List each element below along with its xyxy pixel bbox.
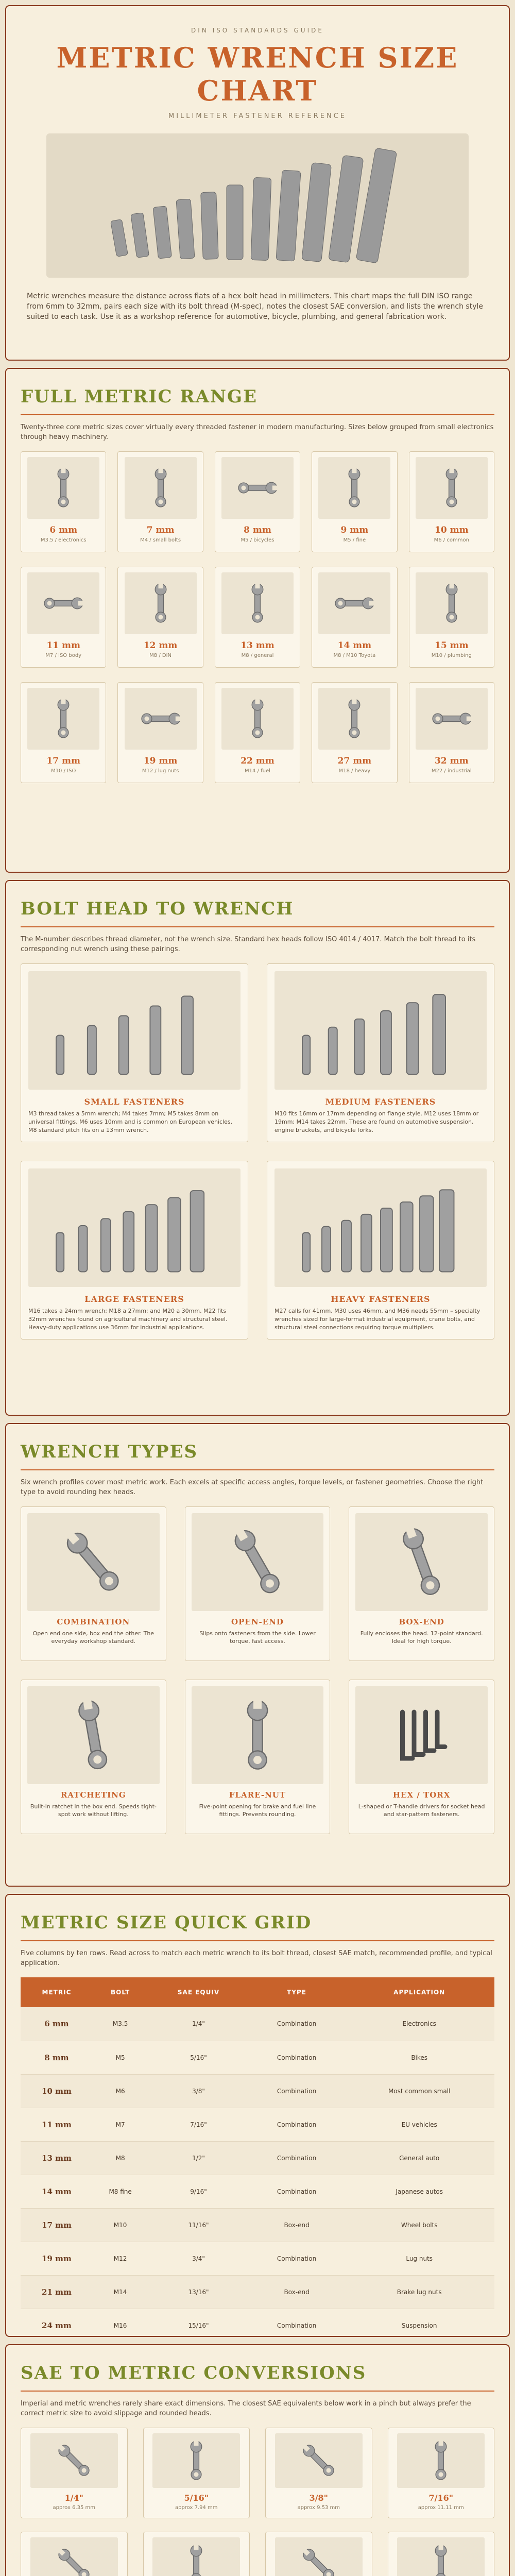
fastener-image [28, 1168, 241, 1287]
full-range-intro: Twenty-three core metric sizes cover virtually every threaded fastener in modern manufacturing. Sizes below grouped from small electronics through heavy machinery. [21, 423, 494, 441]
full-range-section [5, 368, 510, 873]
wrench-icon [234, 578, 281, 629]
size-label: 11 mm [46, 640, 80, 651]
size-tile [21, 451, 106, 552]
wrench-type-title: FLARE-NUT [229, 1790, 286, 1800]
wrench-icon [428, 693, 475, 744]
table-cell: Combination [249, 2175, 345, 2208]
size-image [318, 572, 390, 634]
table-header-cell: SAE EQUIV [148, 1977, 249, 2007]
table-cell: 11/16" [148, 2208, 249, 2242]
size-tile [215, 567, 300, 668]
table-row [21, 2141, 494, 2175]
table-cell: General auto [344, 2141, 494, 2175]
table-cell: Most common small [344, 2074, 494, 2108]
size-label: 32 mm [435, 756, 469, 766]
fastener-text: M3 thread takes a 5mm wrench; M4 takes 7mm; M5 takes 8mm on universal fittings. M6 uses 10mm and is common on European vehicles. M8 standard pitch fits on a 13mm wrench. [28, 1110, 233, 1133]
quick-grid-title: METRIC SIZE QUICK GRID [21, 1912, 312, 1933]
hero-kicker: DIN ISO STANDARDS GUIDE [191, 27, 324, 34]
wrench-type-title: RATCHETING [60, 1790, 126, 1800]
wrench-icon [418, 2541, 464, 2576]
sae-label: 5/16" [184, 2493, 209, 2503]
sae-title: SAE TO METRIC CONVERSIONS [21, 2363, 367, 2383]
sae-image [397, 2537, 485, 2576]
sae-tile [265, 2532, 372, 2576]
wrench-types-intro: Six wrench profiles cover most metric work. Each excels at specific access angles, torque levels, or fastener geometries. Choose the right type to avoid rounding hex heads. [21, 1479, 484, 1496]
wrench-icon [138, 462, 184, 514]
wrench-type-text: Open end one side, box end the other. The everyday workshop standard. [32, 1630, 154, 1645]
table-cell: 7/16" [148, 2108, 249, 2141]
bolt-head-section [5, 880, 510, 1416]
size-caption: M8 / DIN [149, 653, 172, 658]
table-body [21, 2007, 494, 2337]
wrench-set-icon [283, 1176, 478, 1279]
size-tile [21, 567, 106, 668]
sae-tile [143, 2532, 250, 2576]
table-header-cell: APPLICATION [344, 1977, 494, 2007]
wrench-type-title: BOX-END [399, 1617, 444, 1626]
wrench-icon [216, 1694, 299, 1776]
table-cell: 3/8" [148, 2074, 249, 2108]
size-tile [215, 682, 300, 783]
wrench-type-image [192, 1513, 324, 1611]
wrench-icon [216, 1521, 299, 1603]
wrench-set-icon [283, 979, 478, 1082]
wrench-icon [52, 1521, 134, 1603]
size-table [21, 1977, 494, 2337]
wrench-icon [331, 693, 377, 744]
fastener-text: M27 calls for 41mm, M30 uses 46mm, and M36 needs 55mm – specialty wrenches sized for large-format industrial equipment, crane bolts, and structural steel connections requiring torque multipliers. [274, 1308, 480, 1331]
size-caption: M6 / common [434, 537, 469, 543]
table-cell: 9/16" [148, 2175, 249, 2208]
table-cell: Combination [249, 2309, 345, 2337]
table-cell: M8 fine [93, 2175, 148, 2208]
table-cell: 1/2" [148, 2141, 249, 2175]
table-cell: EU vehicles [344, 2108, 494, 2141]
fastener-image [274, 1168, 487, 1287]
table-cell: Suspension [344, 2309, 494, 2337]
wrench-icon [40, 462, 87, 514]
table-cell: Combination [249, 2242, 345, 2275]
size-caption: M5 / bicycles [241, 537, 274, 543]
wrench-icon [234, 693, 281, 744]
size-label: 6 mm [49, 525, 78, 535]
sae-tile [143, 2428, 250, 2518]
sae-label: 3/8" [309, 2493, 328, 2503]
fastener-tile [21, 963, 248, 1142]
wrench-icon [234, 462, 281, 514]
sae-tile [388, 2532, 495, 2576]
wrench-icon [138, 578, 184, 629]
table-row [21, 2108, 494, 2141]
size-label: 8 mm [244, 525, 271, 535]
wrench-icon [51, 2541, 97, 2576]
table-cell: 14 mm [21, 2175, 93, 2208]
wrench-type-image [192, 1686, 324, 1784]
sae-caption: approx 11.11 mm [418, 2505, 464, 2511]
table-cell: M8 [93, 2141, 148, 2175]
size-image [125, 688, 197, 750]
wrench-type-title: COMBINATION [57, 1617, 130, 1626]
size-image [221, 688, 294, 750]
table-cell: 11 mm [21, 2108, 93, 2141]
table-row [21, 2275, 494, 2309]
fastener-grid [21, 963, 494, 1340]
fastener-tile [267, 1161, 494, 1340]
wrench-type-image [27, 1513, 160, 1611]
size-image [27, 688, 99, 750]
sae-image [275, 2433, 363, 2488]
size-image [318, 457, 390, 519]
size-label: 22 mm [241, 756, 274, 766]
page-title-line1: METRIC WRENCH SIZE [56, 41, 459, 74]
size-caption: M8 / M10 Toyota [333, 653, 376, 658]
wrench-type-tile [21, 1680, 166, 1834]
table-cell: 13/16" [148, 2275, 249, 2309]
wrench-set-icon [37, 1176, 232, 1279]
wrench-icon [173, 2541, 219, 2576]
table-cell: M6 [93, 2074, 148, 2108]
size-tile [312, 451, 397, 552]
sae-tile [265, 2428, 372, 2518]
size-tile [409, 451, 494, 552]
wrench-icon [381, 1521, 463, 1603]
wrench-type-tile [185, 1506, 331, 1661]
size-image [416, 457, 488, 519]
table-cell: M12 [93, 2242, 148, 2275]
size-image [416, 688, 488, 750]
table-header-cell: TYPE [249, 1977, 345, 2007]
table-cell: Combination [249, 2074, 345, 2108]
wrench-icon [51, 2437, 97, 2484]
wrench-icon [138, 693, 184, 744]
wrench-icon [173, 2437, 219, 2484]
table-cell: Combination [249, 2041, 345, 2074]
table-cell: Japanese autos [344, 2175, 494, 2208]
size-caption: M7 / ISO body [45, 653, 82, 658]
table-cell: 24 mm [21, 2309, 93, 2337]
table-cell: 13 mm [21, 2141, 93, 2175]
fastener-image [274, 971, 487, 1090]
wrench-type-tile [349, 1680, 494, 1834]
sae-tile [21, 2428, 128, 2518]
table-cell: M3.5 [93, 2007, 148, 2041]
sae-image [275, 2537, 363, 2576]
wrench-set-icon [37, 979, 232, 1082]
table-cell: 21 mm [21, 2275, 93, 2309]
size-tile [215, 451, 300, 552]
size-label: 19 mm [143, 756, 178, 766]
sae-intro: Imperial and metric wrenches rarely share exact dimensions. The closest SAE equivalents below work in a pinch but always prefer the correct metric size to avoid slippage and rounded heads. [21, 2400, 471, 2417]
table-header-row [21, 1977, 494, 2007]
sae-tile [388, 2428, 495, 2518]
size-tile [409, 567, 494, 668]
wrench-type-title: OPEN-END [231, 1617, 284, 1626]
wrench-icon [296, 2541, 342, 2576]
section-divider [21, 2391, 494, 2392]
size-caption: M12 / lug nuts [142, 768, 179, 774]
size-tile [312, 567, 397, 668]
fastener-title: MEDIUM FASTENERS [325, 1097, 436, 1107]
size-caption: M8 / general [241, 653, 274, 658]
wrench-icon [428, 462, 475, 514]
size-caption: M22 / industrial [431, 768, 472, 774]
table-cell: Wheel bolts [344, 2208, 494, 2242]
sae-grid [21, 2428, 494, 2576]
table-cell: M7 [93, 2108, 148, 2141]
table-cell: 15/16" [148, 2309, 249, 2337]
section-divider [21, 1940, 494, 1941]
size-caption: M10 / plumbing [431, 653, 472, 658]
size-label: 7 mm [146, 525, 175, 535]
table-row [21, 2007, 494, 2041]
table-cell: 6 mm [21, 2007, 93, 2041]
wrench-icon [40, 693, 87, 744]
table-row [21, 2074, 494, 2108]
size-label: 12 mm [143, 640, 178, 651]
hex-key-icon [383, 1694, 460, 1776]
wrench-types-section [5, 1423, 510, 1887]
sae-label: 1/4" [64, 2493, 83, 2503]
size-label: 14 mm [337, 640, 372, 651]
table-cell: 8 mm [21, 2041, 93, 2074]
fastener-image [28, 971, 241, 1090]
sae-image [30, 2433, 118, 2488]
size-caption: M14 / fuel [245, 768, 270, 774]
size-image [221, 457, 294, 519]
size-caption: M10 / ISO [51, 768, 76, 774]
size-image [318, 688, 390, 750]
table-cell: Box-end [249, 2275, 345, 2309]
wrench-type-image [355, 1513, 488, 1611]
wrench-type-tile [349, 1506, 494, 1661]
size-label: 15 mm [435, 640, 469, 651]
wrench-icon [331, 462, 377, 514]
sae-section [5, 2344, 510, 2576]
section-divider [21, 1469, 494, 1470]
fastener-title: LARGE FASTENERS [84, 1294, 184, 1304]
hero-card [5, 5, 510, 361]
sae-caption: approx 7.94 mm [175, 2505, 218, 2511]
fastener-tile [21, 1161, 248, 1340]
size-grid [21, 451, 494, 783]
size-tile [117, 451, 203, 552]
size-tile [409, 682, 494, 783]
bolt-head-title: BOLT HEAD TO WRENCH [21, 899, 294, 919]
table-cell: 17 mm [21, 2208, 93, 2242]
table-header-cell: BOLT [93, 1977, 148, 2007]
table-header-cell: METRIC [21, 1977, 93, 2007]
table-row [21, 2175, 494, 2208]
wrench-type-image [355, 1686, 488, 1784]
wrench-icon [418, 2437, 464, 2484]
wrench-types-title: WRENCH TYPES [21, 1442, 198, 1462]
table-cell: 1/4" [148, 2007, 249, 2041]
wrench-type-tile [185, 1680, 331, 1834]
table-cell: Box-end [249, 2208, 345, 2242]
size-tile [21, 682, 106, 783]
sae-image [397, 2433, 485, 2488]
sae-tile [21, 2532, 128, 2576]
fastener-title: HEAVY FASTENERS [331, 1294, 431, 1304]
wrench-icon [296, 2437, 342, 2484]
size-image [125, 457, 197, 519]
table-cell: Electronics [344, 2007, 494, 2041]
wrench-icon [52, 1694, 134, 1776]
sae-image [152, 2537, 240, 2576]
wrench-type-grid [21, 1506, 494, 1834]
table-cell: Combination [249, 2108, 345, 2141]
quick-grid-section [5, 1894, 510, 2337]
size-tile [312, 682, 397, 783]
full-range-title: FULL METRIC RANGE [21, 386, 258, 407]
hero-intro: Metric wrenches measure the distance across flats of a hex bolt head in millimeters. This chart maps the full DIN ISO range from 6mm to 32mm, pairs each size with its bolt thread (M-spec), notes the closest SAE conversion, and lists the wrench style suited to each task. Use it as a workshop reference for automotive, bicycle, plumbing, and general fabrication work. [27, 292, 483, 321]
table-row [21, 2242, 494, 2275]
size-label: 17 mm [46, 756, 80, 766]
sae-image [30, 2537, 118, 2576]
size-image [416, 572, 488, 634]
quick-grid-intro: Five columns by ten rows. Read across to match each metric wrench to its bolt thread, closest SAE match, recommended profile, and typical application. [21, 1950, 492, 1967]
sae-caption: approx 6.35 mm [53, 2505, 96, 2511]
size-label: 27 mm [337, 756, 372, 766]
wrench-type-title: HEX / TORX [392, 1790, 451, 1800]
table-cell: Combination [249, 2141, 345, 2175]
wrench-set-icon [46, 133, 469, 278]
sae-caption: approx 9.53 mm [297, 2505, 340, 2511]
section-divider [21, 414, 494, 415]
section-divider [21, 926, 494, 927]
wrench-type-text: Built-in ratchet in the box end. Speeds tight-spot work without lifting. [30, 1803, 157, 1818]
table-cell: Brake lug nuts [344, 2275, 494, 2309]
wrench-icon [331, 578, 377, 629]
size-image [125, 572, 197, 634]
table-cell: 10 mm [21, 2074, 93, 2108]
sae-label: 7/16" [428, 2493, 454, 2503]
table-cell: M10 [93, 2208, 148, 2242]
fastener-title: SMALL FASTENERS [84, 1097, 185, 1107]
wrench-type-text: Fully encloses the head. 12-point standard. Ideal for high torque. [360, 1630, 483, 1645]
size-label: 9 mm [340, 525, 369, 535]
fastener-text: M16 takes a 24mm wrench; M18 a 27mm; and M20 a 30mm. M22 fits 32mm wrenches found on agricultural machinery and structural steel. Heavy-duty applications use 36mm for industrial applications. [28, 1308, 228, 1331]
size-label: 13 mm [241, 640, 274, 651]
wrench-type-image [27, 1686, 160, 1784]
table-cell: 5/16" [148, 2041, 249, 2074]
size-label: 10 mm [435, 525, 469, 535]
hero-wrench-set-image [46, 133, 469, 278]
page-title [27, 41, 488, 107]
wrench-type-text: L-shaped or T-handle drivers for socket head and star-pattern fasteners. [358, 1803, 485, 1818]
table-cell: M5 [93, 2041, 148, 2074]
hero-subtitle: MILLIMETER FASTENER REFERENCE [168, 112, 347, 120]
wrench-icon [428, 578, 475, 629]
wrench-type-text: Slips onto fasteners from the side. Lower torque, fast access. [199, 1630, 316, 1645]
size-caption: M3.5 / electronics [40, 537, 87, 543]
size-image [221, 572, 294, 634]
table-cell: Combination [249, 2007, 345, 2041]
table-row [21, 2208, 494, 2242]
table-cell: M14 [93, 2275, 148, 2309]
table-cell: Lug nuts [344, 2242, 494, 2275]
table-cell: 3/4" [148, 2242, 249, 2275]
fastener-text: M10 fits 16mm or 17mm depending on flange style. M12 uses 18mm or 19mm; M14 takes 22mm. These are found on automotive suspension, engine brackets, and bicycle forks. [274, 1110, 479, 1133]
fastener-tile [267, 963, 494, 1142]
table-row [21, 2309, 494, 2337]
size-image [27, 457, 99, 519]
size-image [27, 572, 99, 634]
bolt-head-intro: The M-number describes thread diameter, not the wrench size. Standard hex heads follow ISO 4014 / 4017. Match the bolt thread to its corresponding nut wrench using these pairings. [21, 936, 476, 953]
wrench-icon [40, 578, 87, 629]
size-tile [117, 682, 203, 783]
page-title-line2: CHART [197, 74, 318, 107]
table-row [21, 2041, 494, 2074]
table-cell: M16 [93, 2309, 148, 2337]
table-cell: 19 mm [21, 2242, 93, 2275]
wrench-type-text: Five-point opening for brake and fuel line fittings. Prevents rounding. [199, 1803, 316, 1818]
wrench-type-tile [21, 1506, 166, 1661]
size-caption: M5 / fine [343, 537, 366, 543]
sae-image [152, 2433, 240, 2488]
size-caption: M4 / small bolts [140, 537, 181, 543]
table-cell: Bikes [344, 2041, 494, 2074]
size-caption: M18 / heavy [338, 768, 371, 774]
size-tile [117, 567, 203, 668]
